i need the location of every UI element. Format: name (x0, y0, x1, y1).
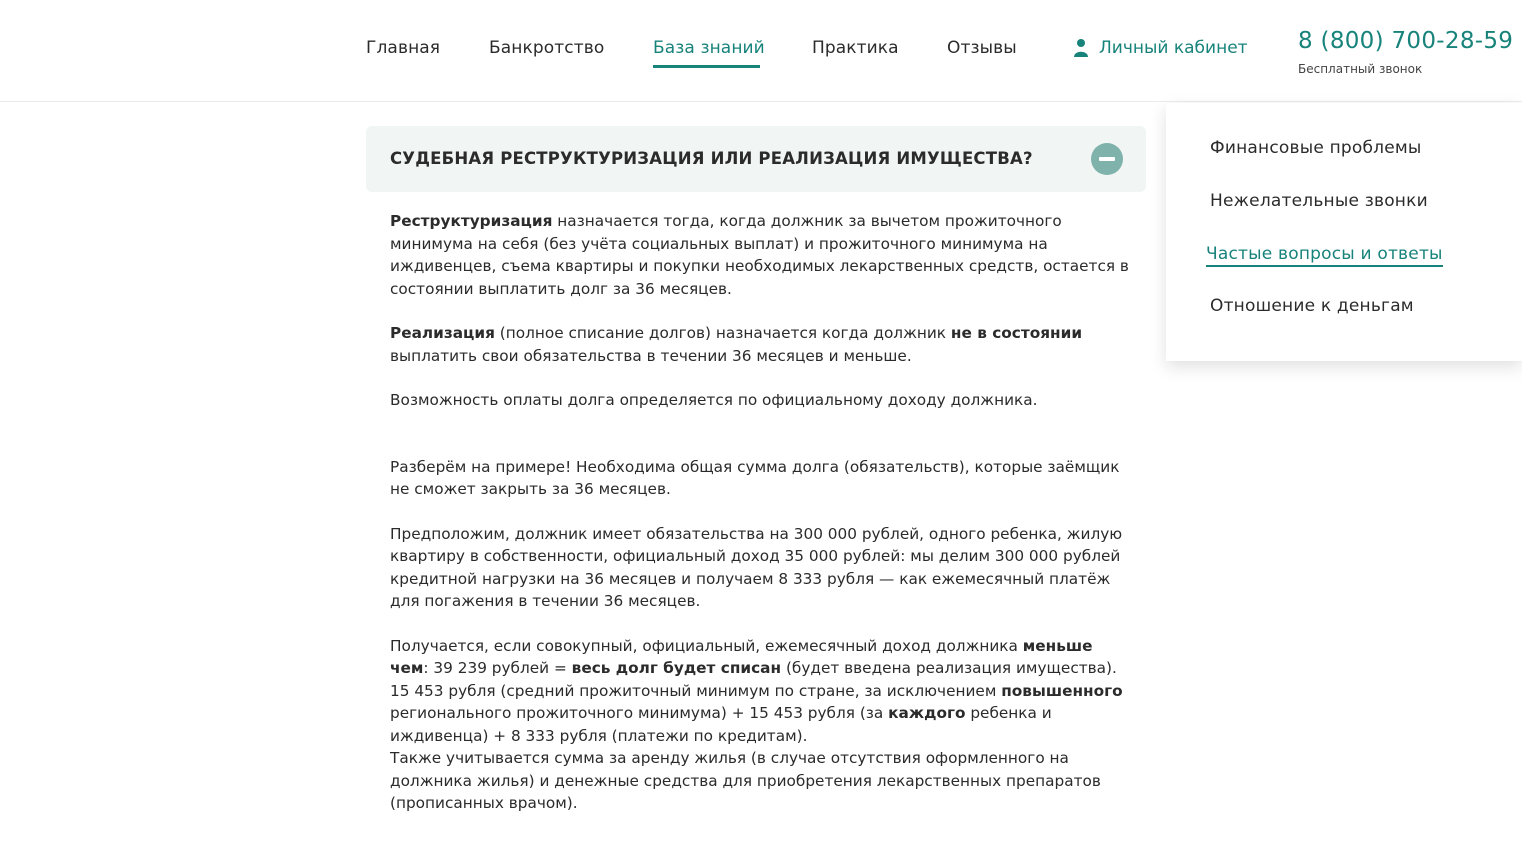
nav-practice[interactable]: Практика (812, 38, 899, 58)
paragraph-calculation: Предположим, должник имеет обязательства на 300 000 рублей, одного ребенка, жилую квартиру в собственности, официальный доход 35 000 рублей: мы делим 300 000 рублей кредитной нагрузки на 36 месяцев и получаем 8 333 рубля — как ежемесячный платёж для погажения в течении 36 месяцев. (390, 524, 1123, 610)
user-icon (1073, 38, 1089, 58)
paragraph-example: Разберём на примере! Необходима общая сумма долга (обязательств), которые заёмщик не сможет закрыть за 36 месяцев. (390, 457, 1120, 498)
text-span: выплатить свои обязательства в течении 36 месяцев и меньше. (390, 346, 912, 365)
nav-home[interactable]: Главная (366, 38, 441, 58)
paragraph-result (390, 635, 1130, 680)
paragraph-additional: Также учитывается сумма за аренду жилья (в случае отсутствия оформленного на должника жилья) и денежные средства для приобретения лекарственных препаратов (прописанных врачом). (390, 749, 1101, 812)
text-span: : 39 239 рублей = (423, 659, 572, 677)
site-header (0, 0, 1522, 102)
bold-span: весь долг будет списан (571, 659, 782, 677)
paragraph-income: Возможность оплаты долга определяется по официальному доходу должника. (390, 391, 1038, 409)
nav-reviews[interactable]: Отзывы (947, 38, 1017, 58)
menu-item-attitude-to-money[interactable]: Отношение к деньгам (1210, 296, 1414, 316)
menu-item-faq[interactable]: Частые вопросы и ответы (1206, 244, 1443, 267)
text-span: регионального прожиточного минимума) + 15 453 рубля (за (390, 704, 889, 722)
term-realization: Реализация (390, 324, 495, 342)
phone-number[interactable]: 8 (800) 700-28-59 (1298, 28, 1514, 54)
accordion-header[interactable] (366, 126, 1146, 192)
text-span: (полное списание долгов) назначается когда должник (494, 324, 951, 342)
menu-item-unwanted-calls[interactable]: Нежелательные звонки (1210, 191, 1428, 211)
paragraph-breakdown (390, 680, 1130, 748)
text-span: 15 453 рубля (средний прожиточный минимум по стране, за исключением (390, 681, 1002, 700)
knowledge-dropdown-menu (1166, 103, 1522, 361)
text-span: Получается, если совокупный, официальный, ежемесячный доход должника (390, 636, 1023, 655)
nav-bankruptcy[interactable]: Банкротство (489, 38, 605, 58)
active-nav-underline (653, 65, 760, 68)
accordion-content (390, 210, 1130, 815)
bold-span: каждого (888, 704, 966, 722)
accordion-title: СУДЕБНАЯ РЕСТРУКТУРИЗАЦИЯ ИЛИ РЕАЛИЗАЦИЯ ИМУЩЕСТВА? (390, 149, 1033, 168)
phone-note: Бесплатный звонок (1298, 62, 1423, 76)
personal-cabinet-link[interactable] (1073, 38, 1248, 58)
personal-cabinet-label: Личный кабинет (1099, 38, 1248, 58)
text-span: (будет введена реализация имущества). (781, 659, 1117, 677)
bold-span: меньше чем (390, 636, 1093, 677)
term-restructuring: Реструктуризация (390, 212, 553, 230)
bold-span: повышенного (1001, 681, 1123, 700)
bold-span: не в состоянии (950, 324, 1083, 342)
paragraph-restructuring (390, 210, 1130, 300)
menu-item-financial-problems[interactable]: Финансовые проблемы (1210, 138, 1422, 158)
collapse-minus-icon[interactable] (1091, 143, 1123, 175)
nav-knowledge-base[interactable]: База знаний (653, 38, 765, 58)
text-span: ребенка и иждивенца) + 8 333 рубля (платежи по кредитам). (390, 704, 1052, 745)
paragraph-realization (390, 322, 1130, 367)
text-span: назначается тогда, когда должник за вычетом прожиточного минимума на себя (без учёта социальных выплат) и прожиточного минимума на иждивенцев, съема квартиры и покупки необходимых лекарственных средств, остается в состоянии выплатить долг за 36 месяцев. (390, 212, 1129, 298)
